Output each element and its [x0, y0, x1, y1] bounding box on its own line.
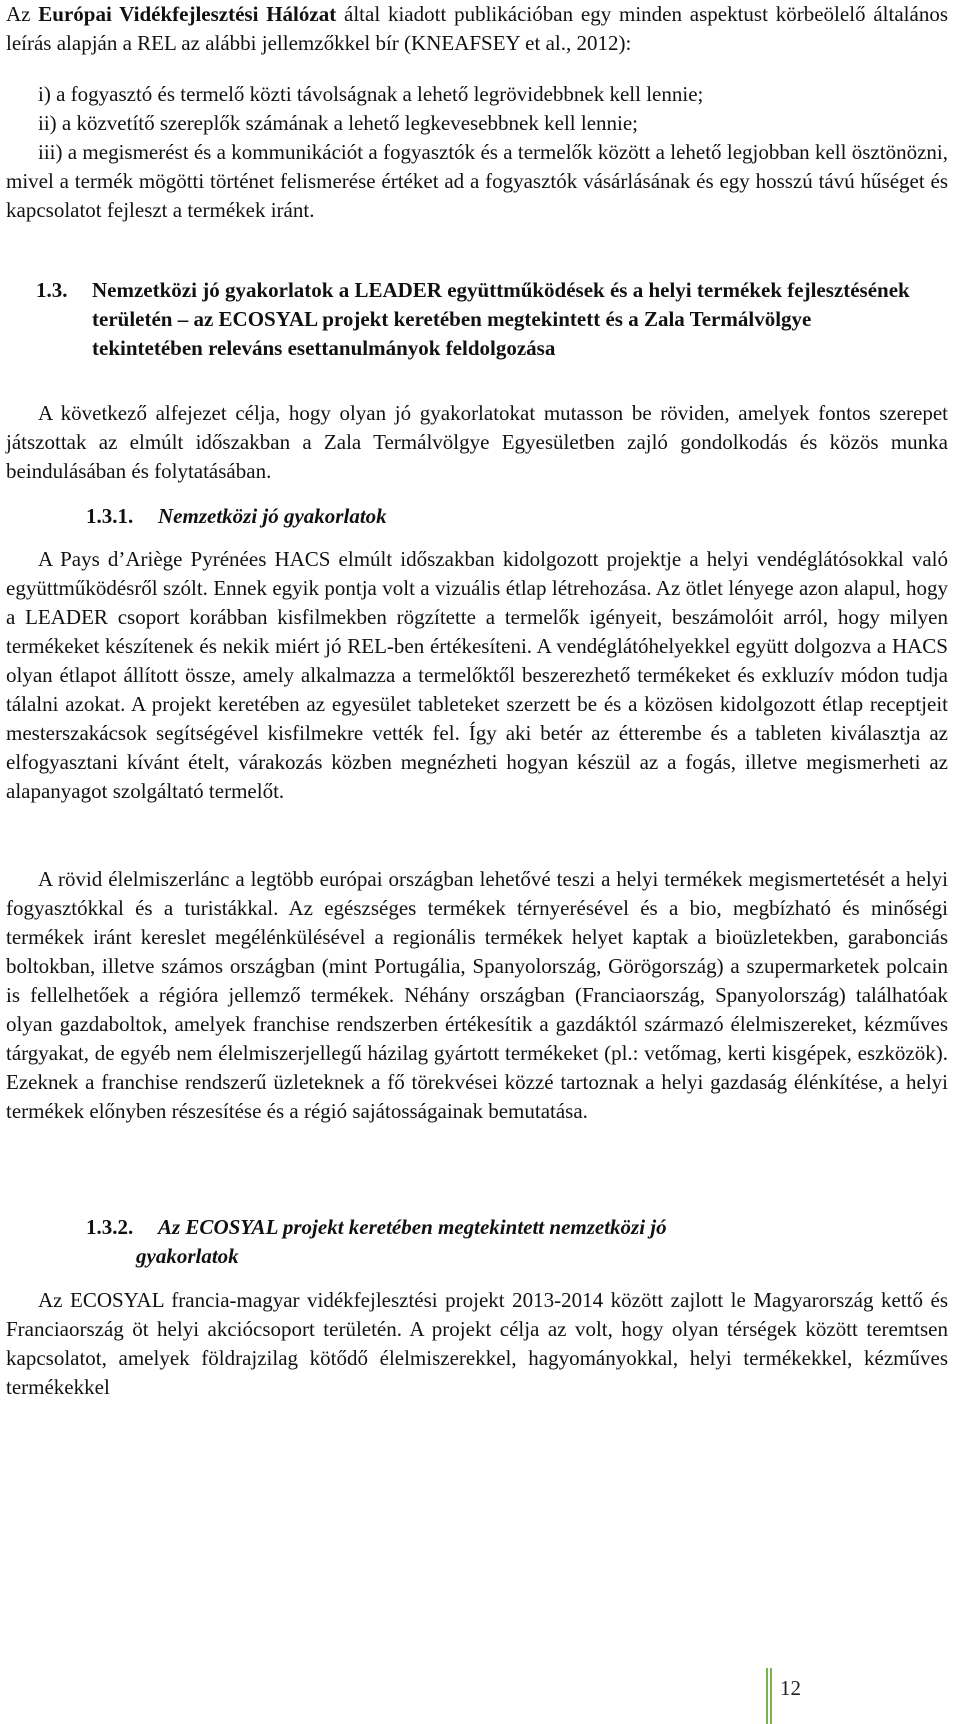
section-1-3-2-paragraph: Az ECOSYAL francia-magyar vidékfejlesztési projekt 2013-2014 között zajlott le Magyarország kettő és Franciaország öt helyi akciócsoport területén. A projekt célja az volt, hogy olyan térségek között teremtsen kapcsolatot, amelyek földrajzilag kötődő élelmiszerekkel, hagyományokkal, helyi termékekkel, kézműves termékekkel	[6, 1288, 948, 1399]
section-heading-1-3-2	[86, 1213, 866, 1271]
list-item-2: ii) a közvetítő szereplők számának a lehető legkevesebbnek kell lennie;	[38, 111, 639, 135]
intro-bold-organization: Európai Vidékfejlesztési Hálózat	[38, 2, 337, 26]
subsection-title: Nemzetközi jó gyakorlatok	[158, 504, 387, 528]
footer-accent-line	[770, 1668, 772, 1724]
section-heading-1-3	[36, 276, 916, 363]
section-1-3-1-paragraph-1: A Pays d’Ariège Pyrénées HACS elmúlt időszakban kidolgozott projektje a helyi vendéglátósokkal való együttműködésről szólt. Ennek egyik pontja volt a vizuális étlap létrehozása. Az ötlet lényege azon alapul, hogy a LEADER csoport korábban kisfilmekben rögzítette a termelők igényeit, beszámolóit arról, hogy milyen termékeket készítenek és nekik miért jó REL-ben értékesíteni. A vendéglátóhelyekkel együtt dolgozva a HACS olyan étlapot állított össze, amely alkalmazza a termelőktől beszerezhető termékeket és exkluzív módon tudja tálalni azokat. A projekt keretében az egyesület tableteket szerzett be és a közösen kidolgozott étlap receptjeit mesterszakácsok segítségével kisfilmekre vették fel. Így aki betér az étterembe és a tableten kiválasztja az elfogyasztani kívánt ételt, várakozás közben megnézheti hogyan készül az a fogás, illetve megismerheti az alapanyagot szolgáltató termelőt.	[6, 547, 948, 803]
list-item-3-text: iii) a megismerést és a kommunikációt a fogyasztók és a termelők között a lehető legjobban kell ösztönözni, mivel a termék mögötti történet felismerése értéket ad a fogyasztók vásárlásának és egy hosszú távú hűséget és kapcsolatot fejleszt a termékek iránt.	[6, 140, 948, 222]
intro-text-before: Az	[6, 2, 39, 26]
section-number: 1.3.	[36, 278, 68, 302]
subsection-title-line-2: gyakorlatok	[136, 1244, 239, 1268]
section-1-3-1-paragraph-2: A rövid élelmiszerlánc a legtöbb európai országban lehetővé teszi a helyi termékek megismertetését a helyi fogyasztókkal és a turistákkal. Az egészséges termékek térnyerésével és a bio, megbízható és minőségi termékek iránt kereslet megélénkülésével a regionális termékek helyet kaptak a bioüzletekben, garabonciás boltokban, illetve számos országban (mint Portugália, Spanyolország, Görögország) a szupermarketek polcain is fellelhetőek a régióra jellemző termékek. Néhány országban (Franciaország, Spanyolország) találhatóak olyan gazdaboltok, amelyek franchise rendszerben értékesítik a gazdáktól származó élelmiszereket, kézműves tárgyakat, de egyéb nem élelmiszerjellegű házilag gyártott termékeket (pl.: vetőmag, kerti kisgépek, eszközök). Ezeknek a franchise rendszerű üzleteknek a fő törekvései közzé tartoznak a helyi gazdaság élénkítése, a helyi termékek előnyben részesítése és a régió sajátosságainak bemutatása.	[6, 867, 948, 1123]
subsection-title	[86, 1213, 866, 1271]
section-heading-1-3-1	[86, 502, 866, 531]
section-title: Nemzetközi jó gyakorlatok a LEADER együttműködések és a helyi termékek fejlesztésének területén – az ECOSYAL projekt keretében megtekintett és a Zala Termálvölgye tekintetében releváns esettanulmányok feldolgozása	[92, 278, 910, 360]
intro-text-after: által kiadott publikációban egy minden aspektust körbeölelő általános leírás alapján a REL az alábbi jellemzőkkel bír (KNEAFSEY et al., 2012):	[6, 2, 948, 55]
intro-paragraph	[6, 0, 948, 58]
subsection-number: 1.3.1.	[86, 504, 134, 528]
subsection-number: 1.3.2.	[86, 1215, 134, 1239]
subsection-title-line-1: Az ECOSYAL projekt keretében megtekintett nemzetközi jó	[158, 1215, 667, 1239]
section-1-3-paragraph: A következő alfejezet célja, hogy olyan jó gyakorlatokat mutasson be röviden, amelyek fontos szerepet játszottak az elmúlt időszakban a Zala Termálvölgye Egyesületben zajló gondolkodás és közös munka beindulásában és folytatásában.	[6, 401, 948, 483]
page-number: 12	[780, 1676, 801, 1700]
list-item-3	[6, 138, 948, 225]
footer-accent-line	[766, 1668, 768, 1724]
list-item-1: i) a fogyasztó és termelő közti távolságnak a lehető legrövidebbnek kell lennie;	[38, 82, 704, 106]
footer-accent-bar	[766, 1668, 772, 1724]
